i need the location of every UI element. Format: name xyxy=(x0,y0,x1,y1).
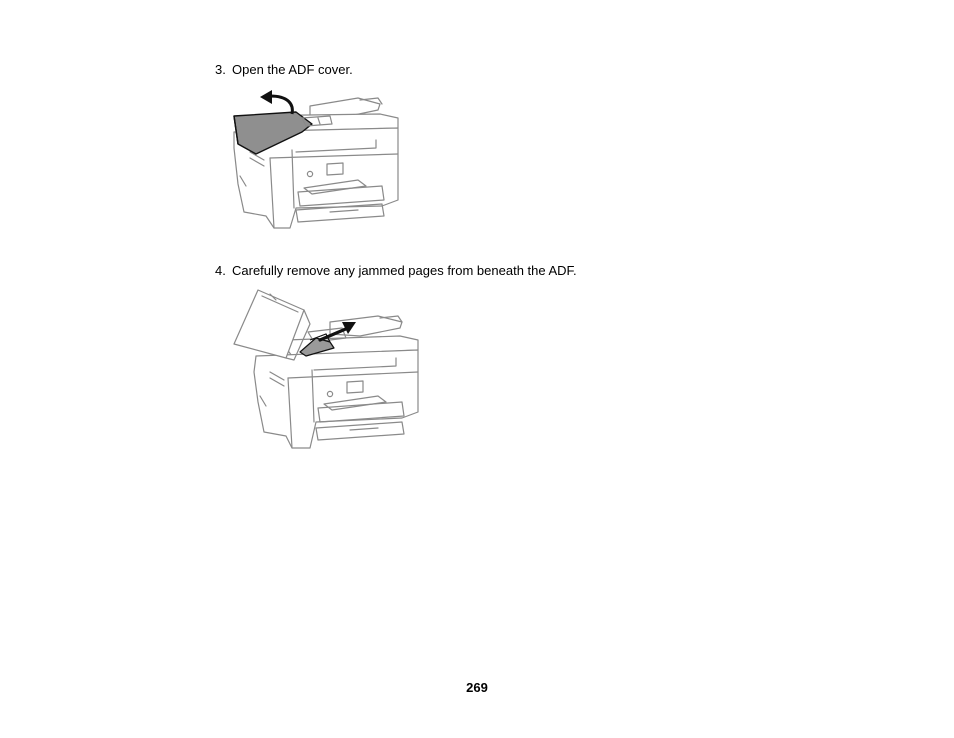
step-3-instruction xyxy=(215,62,353,78)
remove-jammed-pages-illustration xyxy=(230,286,422,454)
open-adf-cover-illustration xyxy=(230,88,402,232)
step-text: Carefully remove any jammed pages from beneath the ADF. xyxy=(232,263,577,278)
step-4-instruction xyxy=(215,263,577,279)
step-number: 3. xyxy=(215,62,226,77)
step-text: Open the ADF cover. xyxy=(232,62,353,77)
page-number: 269 xyxy=(466,680,488,695)
step-number: 4. xyxy=(215,263,226,278)
